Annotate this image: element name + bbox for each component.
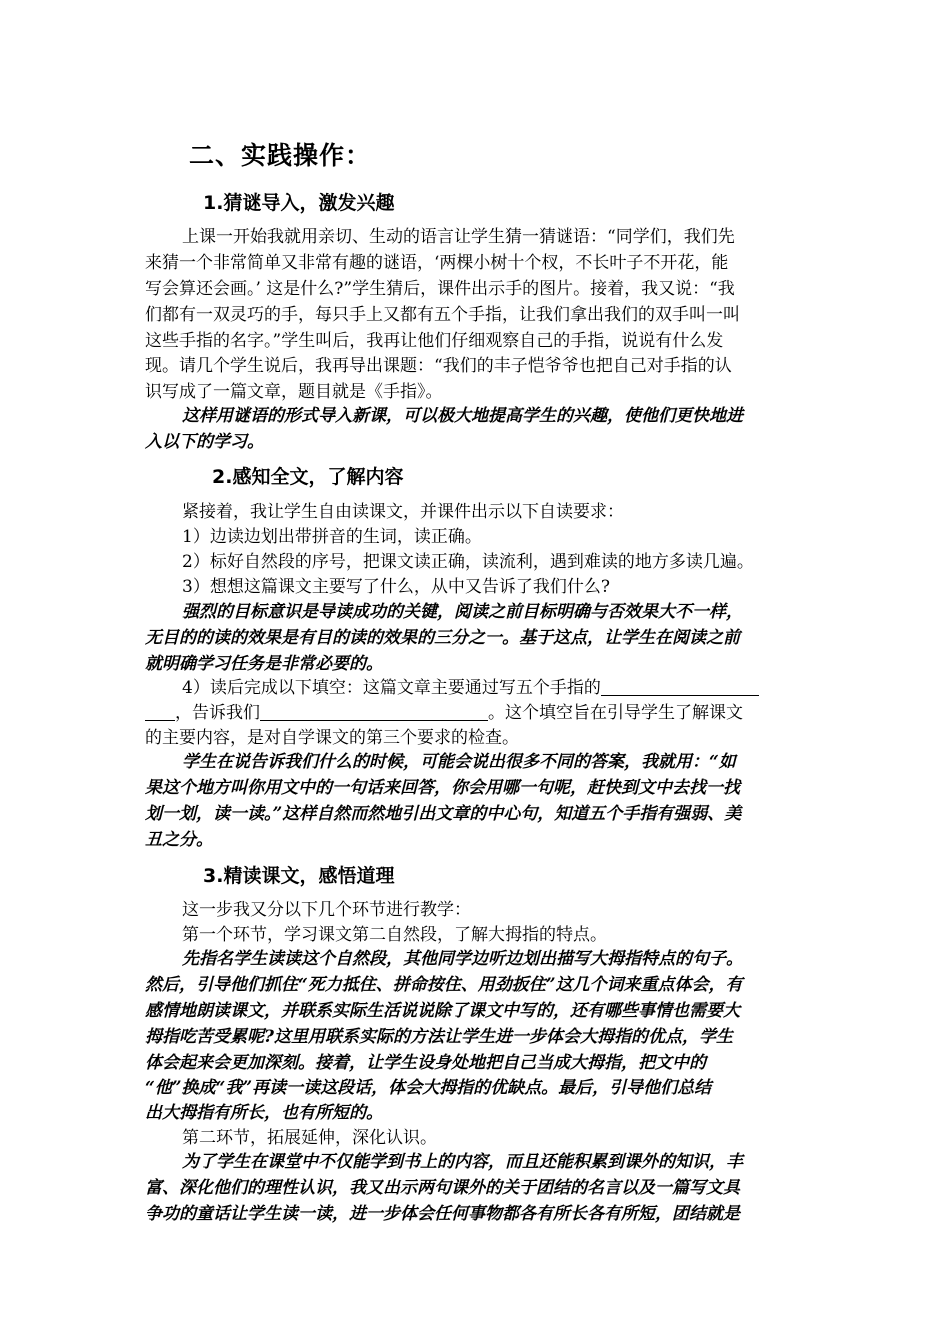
commentary-line: 出大拇指有所长，也有所短的。 (145, 1103, 383, 1123)
commentary-line: 这样用谜语的形式导入新课，可以极大地提高学生的兴趣，使他们更快地进 (182, 406, 743, 426)
commentary-line: 为了学生在课堂中不仅能学到书上的内容，而且还能积累到课外的知识，丰 (182, 1152, 743, 1172)
list-item: 3）想想这篇课文主要写了什么，从中又告诉了我们什么? (182, 577, 610, 597)
paragraph-line: 第一个环节，学习课文第二自然段，了解大拇指的特点。 (182, 925, 607, 945)
commentary-line: 拇指吃苦受累呢?这里用联系实际的方法让学生进一步体会大拇指的优点，学生 (145, 1027, 733, 1047)
commentary-line: 入以下的学习。 (145, 432, 264, 452)
commentary-line: 富、深化他们的理性认识，我又出示两句课外的关于团结的名言以及一篇写文具 (145, 1178, 740, 1198)
paragraph-line: 上课一开始我就用亲切、生动的语言让学生猜一猜谜语：“同学们，我们先 (182, 227, 735, 247)
fill-text: ，告诉我们 (175, 703, 260, 723)
commentary-line: 丑之分。 (145, 830, 213, 850)
fill-in-line-2 (145, 701, 743, 725)
paragraph-line: 现。请几个学生说后，我再导出课题：“我们的丰子恺爷爷也把自己对手指的认 (145, 356, 732, 376)
fill-blank (260, 704, 488, 721)
paragraph-line: 识写成了一篇文章，题目就是《手指》。 (145, 382, 443, 402)
commentary-line: 学生在说告诉我们什么的时候，可能会说出很多不同的答案，我就用：“如 (182, 752, 736, 772)
commentary-line: 然后，引导他们抓住“死力抵住、拼命按住、用劲扳住”这几个词来重点体会，有 (145, 975, 743, 995)
commentary-line: 划一划，读一读。”这样自然而然地引出文章的中心句，知道五个手指有强弱、美 (145, 804, 742, 824)
fill-in-line-1 (182, 676, 759, 700)
paragraph-line: 第二环节，拓展延伸，深化认识。 (182, 1128, 437, 1148)
fill-text: 4）读后完成以下填空：这篇文章主要通过写五个手指的 (182, 678, 601, 698)
paragraph-line: 这一步我又分以下几个环节进行教学： (182, 900, 471, 920)
commentary-line: 感情地朗读课文，并联系实际生活说说除了课文中写的，还有哪些事情也需要大 (145, 1001, 740, 1021)
commentary-line: 强烈的目标意识是导读成功的关键，阅读之前目标明确与否效果大不一样， (182, 602, 743, 622)
commentary-line: 就明确学习任务是非常必要的。 (145, 654, 383, 674)
list-item: 1）边读边划出带拼音的生词，读正确。 (182, 527, 482, 547)
paragraph-line: 写会算还会画。’ 这是什么?”学生猜后，课件出示手的图片。接着，我又说：“我 (145, 279, 735, 299)
paragraph-line: 的主要内容，是对自学课文的第三个要求的检查。 (145, 728, 519, 748)
fill-blank (601, 679, 759, 696)
commentary-line: 无目的的读的效果是有目的读的效果的三分之一。基于这点，让学生在阅读之前 (145, 628, 740, 648)
paragraph-line: 们都有一双灵巧的手，每只手上又都有五个手指，让我们拿出我们的双手叫一叫 (145, 305, 740, 325)
fill-blank (145, 704, 175, 721)
commentary-line: 争功的童话让学生读一读，进一步体会任何事物都各有所长各有所短，团结就是 (145, 1204, 740, 1224)
paragraph-line: 这些手指的名字。”学生叫后，我再让他们仔细观察自己的手指，说说有什么发 (145, 331, 724, 351)
list-item: 2）标好自然段的序号，把课文读正确，读流利，遇到难读的地方多读几遍。 (182, 552, 754, 572)
subsection-3-title: 3.精读课文，感悟道理 (203, 865, 395, 887)
section-title: 二、实践操作： (189, 141, 372, 170)
paragraph-line: 来猜一个非常简单又非常有趣的谜语，‘两棵小树十个杈，不长叶子不开花，能 (145, 253, 729, 273)
commentary-line: 先指名学生读读这个自然段，其他同学边听边划出描写大拇指特点的句子。 (182, 949, 743, 969)
commentary-line: 果这个地方叫你用文中的一句话来回答，你会用哪一句呢，赶快到文中去找一找 (145, 778, 740, 798)
fill-text: 。这个填空旨在引导学生了解课文 (488, 703, 743, 723)
commentary-line: “他”换成“我”再读一读这段话，体会大拇指的优缺点。最后，引导他们总结 (145, 1078, 712, 1098)
paragraph-line: 紧接着，我让学生自由读课文，并课件出示以下自读要求： (182, 502, 624, 522)
commentary-line: 体会起来会更加深刻。接着，让学生设身处地把自己当成大拇指，把文中的 (145, 1053, 706, 1073)
subsection-1-title: 1.猜谜导入，激发兴趣 (203, 192, 395, 214)
subsection-2-title: 2.感知全文，了解内容 (212, 466, 404, 488)
